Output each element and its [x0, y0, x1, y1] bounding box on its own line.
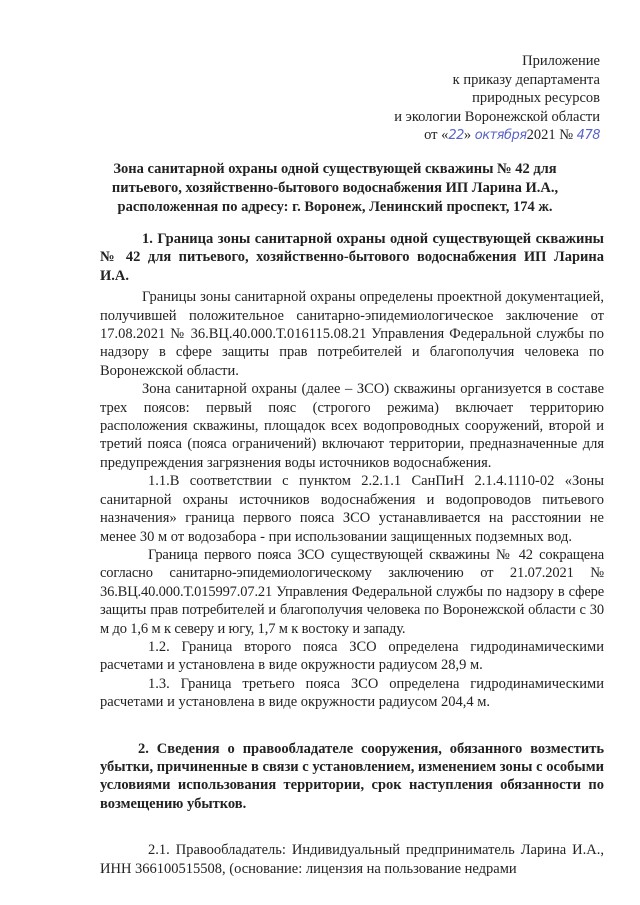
section-1-paragraph-1: Границы зоны санитарной охраны определены проектной документацией, получившей положительное санитарно-эпидемиологическое заключение от 17.08.2021 № 36.ВЦ.40.000.Т.016115.08.21 Управления Федеральной службы по надзору в сфере защиты прав потребителей и благополучия человека по Воронежской области.: [100, 289, 604, 379]
appendix-date-line: [394, 126, 600, 146]
appendix-header: [394, 52, 600, 146]
date-day-handwritten: 22: [448, 128, 464, 143]
date-year: 2021 №: [526, 127, 577, 143]
title-line-3: расположенная по адресу: г. Воронеж, Ленинский проспект, 174 ж.: [117, 199, 553, 215]
document-title: [70, 160, 600, 217]
appendix-order-ref: к приказу департамента: [452, 71, 600, 88]
date-month-handwritten: октября: [474, 128, 527, 143]
order-number-handwritten: 478: [576, 128, 600, 143]
date-quote: »: [463, 127, 475, 143]
title-line-2: питьевого, хозяйственно-бытового водоснабжения ИП Ларина И.А.,: [111, 180, 559, 196]
section-1-paragraph-2: Зона санитарной охраны (далее – ЗСО) скважины организуется в составе трех поясов: первый пояс (строгого режима) включает территорию расположения скважины, площадок всех водопроводных сооружений, второй и третий пояса (пояса ограничений) включают территории, предназначенные для предупреждения загрязнения воды источников водоснабжения.: [100, 381, 604, 471]
section-1-paragraph-4: Граница первого пояса ЗСО существующей скважины № 42 сокращена согласно санитарно-эпидемиологическому заключению от 21.07.2021 № 36.ВЦ.40.000.Т.015997.07.21 Управления Федеральной службы по надзору в сфере защиты прав потребителей и благополучия человека по Воронежской области с 30 м до 1,6 м к северу и югу, 1,7 м к востоку и западу.: [100, 546, 604, 637]
section-2-heading: 2. Сведения о правообладателе сооружения, обязанного возместить убытки, причиненные в связи с установлением, изменением зоны с особыми условиями использования территории, срок наступления обязанности по возмещению убытков.: [100, 740, 604, 812]
document-body: [100, 230, 604, 878]
title-line-1: Зона санитарной охраны одной существующей скважины № 42 для: [113, 161, 557, 177]
appendix-department: природных ресурсов: [472, 90, 600, 106]
section-1-paragraph-6: 1.3. Граница третьего пояса ЗСО определена гидродинамическими расчетами и установлена в виде окружности радиусом 204,4 м.: [100, 675, 604, 711]
section-1-paragraph-5: 1.2. Граница второго пояса ЗСО определена гидродинамическими расчетами и установлена в виде окружности радиусом 28,9 м.: [100, 638, 604, 674]
section-1-heading: 1. Граница зоны санитарной охраны одной существующей скважины № 42 для питьевого, хозяйственно-бытового водоснабжения ИП Ларина И.А.: [100, 231, 604, 284]
appendix-title: Приложение: [522, 53, 600, 69]
appendix-region: и экологии Воронежской области: [394, 108, 600, 125]
section-1-paragraph-3: 1.1.В соответствии с пунктом 2.2.1.1 СанПиН 2.1.4.1110-02 «Зоны санитарной охраны источников водоснабжения и водопроводов питьевого назначения» граница первого пояса ЗСО устанавливается на расстоянии не менее 30 м от водозабора - при использовании защищенных подземных вод.: [100, 473, 604, 545]
date-prefix: от «: [424, 127, 449, 143]
section-2-paragraph-1: 2.1. Правообладатель: Индивидуальный предприниматель Ларина И.А., ИНН 366100515508, (основание: лицензия на пользование недрами: [100, 842, 604, 877]
